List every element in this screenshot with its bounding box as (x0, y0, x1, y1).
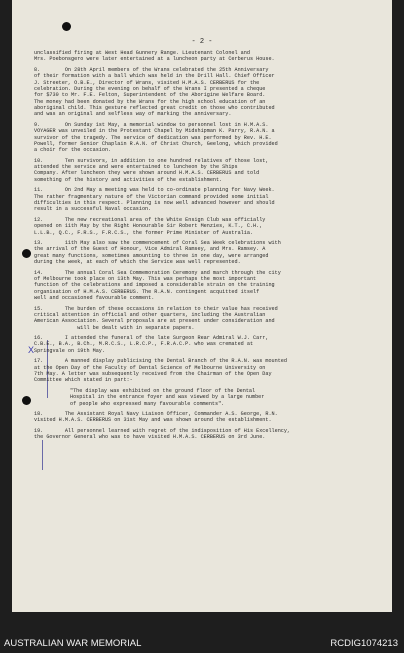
paragraph-12: 12. The new recreational area of the White Ensign Club was officially opened on 11th May by the Right Honourable Sir Robert Menzies, K.T., C.H., L.L.B., Q.C., F.R.S., F.R.C.S., the former Prime Minister of Australia. (34, 216, 266, 236)
document-body (34, 50, 366, 445)
paragraph-16: 16. I attended the funeral of the late Surgeon Rear Admiral W.J. Carr, C.B.E., B.A., B.Ch., M.R.C.S., L.R.C.P., F.R.A.C.P. who was cremated at Springvale on 19th May. (34, 335, 269, 354)
footer-record-id: RCDIG1074213 (330, 638, 398, 649)
paragraph-9: 9. On Sunday 1st May, a memorial window to personnel lost in H.M.A.S. VOYAGER was unveiled in the Protestant Chapel by Midshipman K. Parry, R.A.N. a survivor of the tragedy. The service of dedication was performed by Rev. H.E. Powell, former Senior Chaplain R.A.N. of Christ Church, Geelong, which provided a choir for the occasion. (34, 121, 278, 154)
paragraph-13: 13. 11th May also saw the commencement of Coral Sea Week celebrations with the arrival of the Guest of Honour, Vice Admiral Ramsey, and Mrs. Ramsey. A great many functions, sometimes amounting to three in one day, were arranged during the week, at each of which the Service was well represented. (34, 240, 281, 266)
archive-footer (0, 612, 404, 653)
paragraph-19: 19. All personnel learned with regret of the indisposition of His Excellency, the Governor General who was to have visited H.M.A.S. CERBERUS on 3rd June. (34, 427, 291, 441)
paragraph-7-continued: unclassified firing at West Head Gunnery Range. Lieutenant Colonel and Mrs. Poebonsgero were later entertained at a luncheon party at Cerberus House. (34, 50, 275, 63)
paragraph-8: 8. On 28th April members of the Wrans celebrated the 25th Anniversary of their formation with a ball which was held in the Drill Hall. Chief Officer J. Streeter, O.B.E., Director of Wrans, visited H.M.A.S. CERBERUS for the celebration. During the evening on behalf of the Wrans I presented a cheque for $730 to Mr. F.E. Felton, Superintendent of the Aborigine Welfare Board. The money had been donated by the Wrans for the high school education of an aboriginal child. This gesture reflected great credit on those who contributed and was an original and selfless way of marking the anniversary. (34, 66, 275, 118)
paragraph-18: 18. The Assistant Royal Navy Liaison Officer, Commander A.S. George, R.N. visited H.M.A.S. CERBERUS on 31st May and was shown around the establishment. (34, 411, 278, 424)
paragraph-15: 15. The burden of these occasions in relation to their value has received critical attention in official and other quarters, including the Australian American Association. Several proposals are at present under consideration and will be dealt with in separate papers. (34, 305, 278, 331)
page-number: - 2 - (191, 38, 213, 46)
paragraph-17: 17. A manned display publicising the Dental Branch of the R.A.N. was mounted at the Open Day of the Faculty of Dental Science of Melbourne University on 7th May. A letter was subsequently received from the Chairman of the Open Day Committee which stated in part:- (34, 358, 287, 384)
handwritten-x-mark: X (28, 345, 35, 355)
footer-source: AUSTRALIAN WAR MEMORIAL (4, 638, 142, 649)
paragraph-14: 14. The annual Coral Sea Commemoration Ceremony and march through the city of Melbourne took place on 13th May. This was perhaps the most important function of the celebrations and imposed a considerable strain on the training organisation of H.M.A.S. CERBERUS. The R.A.N. contingent acquitted itself well and occasioned favourable comment. (34, 269, 281, 301)
punch-hole-bottom (22, 396, 31, 405)
paragraph-10: 10. Ten survivors, in addition to one hundred relatives of those lost, attended the service and were entertained to luncheon by the Ships Company. After luncheon they were shown around H.M.A.S. CERBERUS and told something of the history and activities of the establishment. (34, 157, 269, 183)
quoted-letter: "The display was exhibited on the ground floor of the Dental Hospital in the entrance foyer and was viewed by a large number of people who expressed many favourable comments". (70, 387, 265, 407)
document-page (12, 0, 392, 612)
punch-hole-middle (22, 249, 31, 258)
paragraph-11: 11. On 2nd May a meeting was held to co-ordinate planning for Navy Week. The rather fragmentary nature of the Victorian command provided some initial difficulties in this respect. Planning is now well advanced however and should result in a successful Naval occasion. (34, 187, 275, 213)
punch-hole-top (62, 22, 71, 31)
